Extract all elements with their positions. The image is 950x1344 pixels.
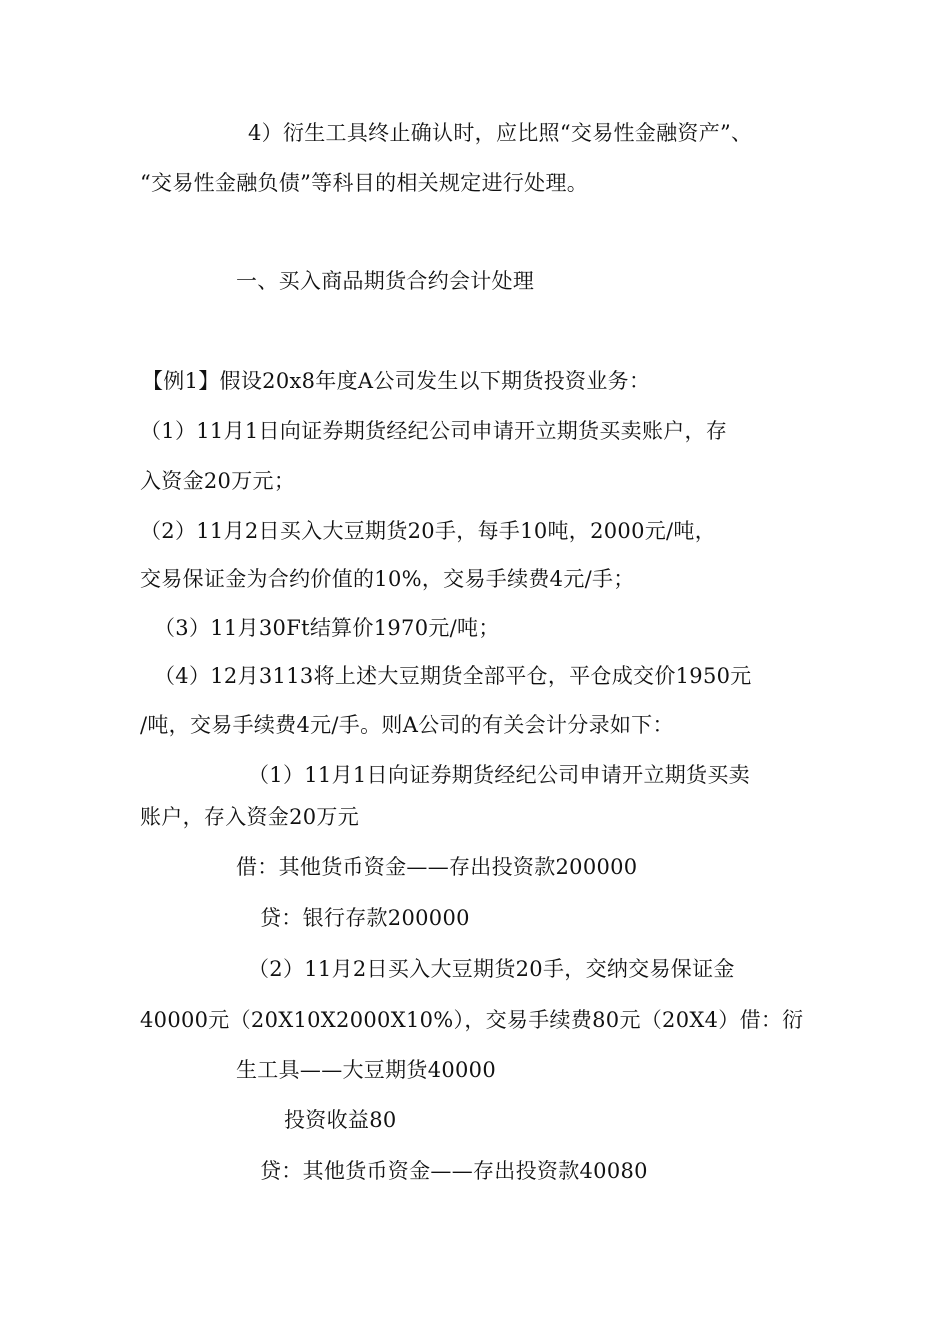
paragraph-line: 【例1】假设20x8年度A公司发生以下期货投资业务： [142, 369, 651, 393]
paragraph-line: （3）11月30Ft结算价1970元/吨； [154, 616, 500, 640]
journal-entry-debit: 投资收益80 [284, 1108, 397, 1132]
paragraph-line: （2）11月2日买入大豆期货20手，每手10吨，2000元/吨， [140, 519, 717, 543]
paragraph-line: 40000元（20X10X2000X10%），交易手续费80元（20X4）借：衍 [140, 1008, 804, 1032]
journal-entry-credit: 贷：银行存款200000 [260, 906, 470, 930]
paragraph-line: （4）12月3113将上述大豆期货全部平仓，平仓成交价1950元 [154, 664, 752, 688]
paragraph-line: （1）11月1日向证券期货经纪公司申请开立期货买卖 [248, 763, 750, 787]
section-heading: 一、买入商品期货合约会计处理 [236, 269, 535, 293]
paragraph-line: “交易性金融负债”等科目的相关规定进行处理。 [140, 171, 589, 195]
paragraph-line: 入资金20万元； [140, 469, 296, 493]
journal-entry-debit: 生工具——大豆期货40000 [236, 1058, 497, 1082]
paragraph-line: 4）衍生工具终止确认时，应比照“交易性金融资产”、 [248, 121, 753, 145]
paragraph-line: （1）11月1日向证券期货经纪公司申请开立期货买卖账户，存 [140, 419, 728, 443]
paragraph-line: 账户，存入资金20万元 [140, 805, 360, 829]
paragraph-line: 交易保证金为合约价值的10%，交易手续费4元/手； [140, 567, 635, 591]
journal-entry-debit: 借：其他货币资金——存出投资款200000 [236, 855, 638, 879]
paragraph-line: （2）11月2日买入大豆期货20手，交纳交易保证金 [248, 957, 735, 981]
journal-entry-credit: 贷：其他货币资金——存出投资款40080 [260, 1159, 648, 1183]
paragraph-line: /吨，交易手续费4元/手。则A公司的有关会计分录如下： [140, 713, 674, 737]
